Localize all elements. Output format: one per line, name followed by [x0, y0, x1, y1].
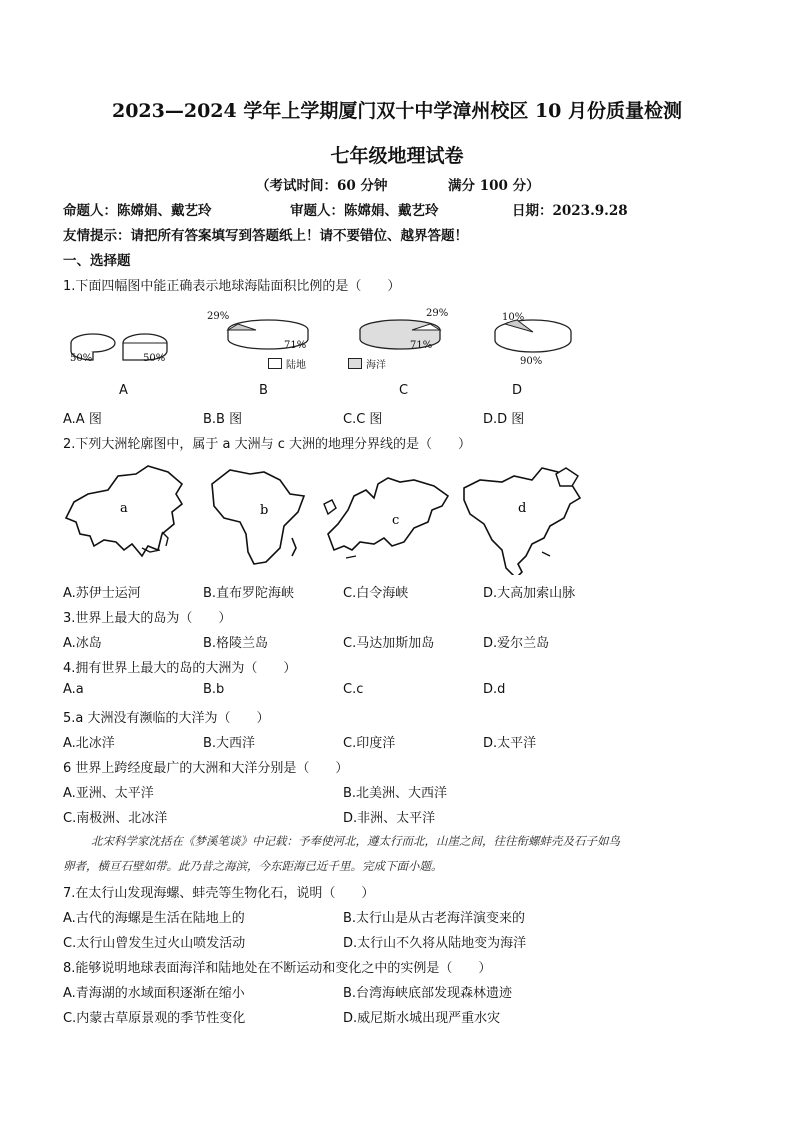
map-a-letter: a: [120, 501, 128, 516]
question-5-stem: 5.a 大洲没有濒临的大洋为（ ）: [63, 711, 270, 726]
pie-c-bottom-label: 71%: [410, 340, 433, 351]
q6-option-c[interactable]: C.南极洲、北冰洋: [63, 811, 168, 826]
q1-option-c[interactable]: C.C 图: [343, 412, 383, 427]
q7-option-c[interactable]: C.太行山曾发生过火山喷发活动: [63, 936, 246, 951]
pie-chart-c: [355, 318, 455, 358]
q5-option-b[interactable]: B.大西洋: [203, 736, 256, 751]
q7-option-d[interactable]: D.太行山不久将从陆地变为海洋: [343, 936, 527, 951]
q1-option-a[interactable]: A.A 图: [63, 412, 102, 427]
reminder-line: 友情提示：请把所有答案填写到答题纸上！请不要错位、越界答题！: [63, 228, 468, 244]
question-2-stem: 2.下列大洲轮廓图中，属于 a 大洲与 c 大洲的地理分界线的是（ ）: [63, 437, 472, 452]
pie-d-bottom-label: 90%: [520, 356, 543, 367]
q8-option-c[interactable]: C.内蒙古草原景观的季节性变化: [63, 1011, 246, 1026]
q7-option-b[interactable]: B.太行山是从古老海洋演变来的: [343, 911, 526, 926]
passage-line-2: 卵者，横亘石壁如带。此乃昔之海滨，今东距海已近千里。完成下面小题。: [63, 859, 443, 873]
pie-a-left-label: 50%: [70, 353, 93, 364]
pie-b-top-label: 29%: [207, 311, 230, 322]
map-d-letter: d: [518, 501, 527, 516]
q3-option-a[interactable]: A.冰岛: [63, 636, 102, 651]
question-6-stem: 6 世界上跨经度最广的大洲和大洋分别是（ ）: [63, 761, 349, 776]
q3-option-b[interactable]: B.格陵兰岛: [203, 636, 269, 651]
legend-land-swatch: [268, 358, 282, 369]
q3-option-c[interactable]: C.马达加斯加岛: [343, 636, 435, 651]
q4-option-d[interactable]: D.d: [483, 682, 506, 697]
legend-land-label: 陆地: [286, 360, 306, 371]
map-b-letter: b: [260, 503, 269, 518]
question-4-stem: 4.拥有世界上最大的岛的大洲为（ ）: [63, 661, 297, 676]
section-heading: 一、选择题: [63, 253, 131, 269]
question-3-stem: 3.世界上最大的岛为（ ）: [63, 611, 232, 626]
q8-option-b[interactable]: B.台湾海峡底部发现森林遗迹: [343, 986, 513, 1001]
q6-option-d[interactable]: D.非洲、太平洋: [343, 811, 436, 826]
q6-option-a[interactable]: A.亚洲、太平洋: [63, 786, 154, 801]
question-8-stem: 8.能够说明地球表面海洋和陆地处在不断运动和变化之中的实例是（ ）: [63, 961, 492, 976]
reviewer-line: 审题人：陈嫦娟、戴艺玲: [290, 203, 439, 219]
pie-chart-a: [63, 315, 183, 375]
paper-subtitle: 七年级地理试卷: [330, 145, 464, 167]
q2-option-d[interactable]: D.大高加索山脉: [483, 586, 576, 601]
q4-option-c[interactable]: C.c: [343, 682, 364, 697]
q8-option-a[interactable]: A.青海湖的水域面积逐渐在缩小: [63, 986, 245, 1001]
passage-line-1: 北宋科学家沈括在《梦溪笔谈》中记载：予奉使河北，遵太行而北，山崖之间，往往衔螺蚌壳及石子如鸟: [91, 834, 620, 848]
paper-title: 2023—2024 学年上学期厦门双十中学漳州校区 10 月份质量检测: [111, 100, 683, 122]
exam-time: （考试时间：60 分钟: [256, 178, 388, 194]
q5-option-a[interactable]: A.北冰洋: [63, 736, 115, 751]
q4-option-b[interactable]: B.b: [203, 682, 225, 697]
pie-label-c: C: [399, 383, 409, 398]
pie-label-b: B: [259, 383, 268, 398]
pie-a-right-label: 50%: [143, 353, 166, 364]
pie-chart-b: [218, 318, 318, 358]
continent-map-a: [62, 462, 187, 572]
q1-option-d[interactable]: D.D 图: [483, 412, 525, 427]
question-1-stem: 1.下面四幅图中能正确表示地球海陆面积比例的是（ ）: [63, 279, 401, 294]
map-c-letter: c: [392, 513, 400, 528]
q3-option-d[interactable]: D.爱尔兰岛: [483, 636, 550, 651]
continent-map-d: [458, 460, 588, 575]
q4-option-a[interactable]: A.a: [63, 682, 84, 697]
author-line: 命题人：陈嫦娟、戴艺玲: [63, 203, 212, 219]
q8-option-d[interactable]: D.威尼斯水城出现严重水灾: [343, 1011, 501, 1026]
q6-option-b[interactable]: B.北美洲、大西洋: [343, 786, 448, 801]
pie-c-top-label: 29%: [426, 308, 449, 319]
pie-label-a: A: [119, 383, 128, 398]
pie-label-d: D: [512, 383, 523, 398]
pie-chart-d: [488, 318, 578, 358]
pie-d-top-label: 10%: [502, 312, 525, 323]
legend-ocean-swatch: [348, 358, 362, 369]
q5-option-c[interactable]: C.印度洋: [343, 736, 396, 751]
q2-option-c[interactable]: C.白令海峡: [343, 586, 409, 601]
q2-option-a[interactable]: A.苏伊士运河: [63, 586, 141, 601]
full-score: 满分 100 分）: [448, 178, 540, 194]
q7-option-a[interactable]: A.古代的海螺是生活在陆地上的: [63, 911, 245, 926]
continent-map-c: [318, 468, 453, 568]
q5-option-d[interactable]: D.太平洋: [483, 736, 537, 751]
pie-b-bottom-label: 71%: [284, 340, 307, 351]
question-7-stem: 7.在太行山发现海螺、蚌壳等生物化石，说明（ ）: [63, 886, 375, 901]
q1-option-b[interactable]: B.B 图: [203, 412, 243, 427]
continent-map-b: [206, 462, 306, 572]
date-line: 日期：2023.9.28: [512, 203, 628, 219]
legend-ocean-label: 海洋: [366, 360, 386, 371]
q2-option-b[interactable]: B.直布罗陀海峡: [203, 586, 295, 601]
